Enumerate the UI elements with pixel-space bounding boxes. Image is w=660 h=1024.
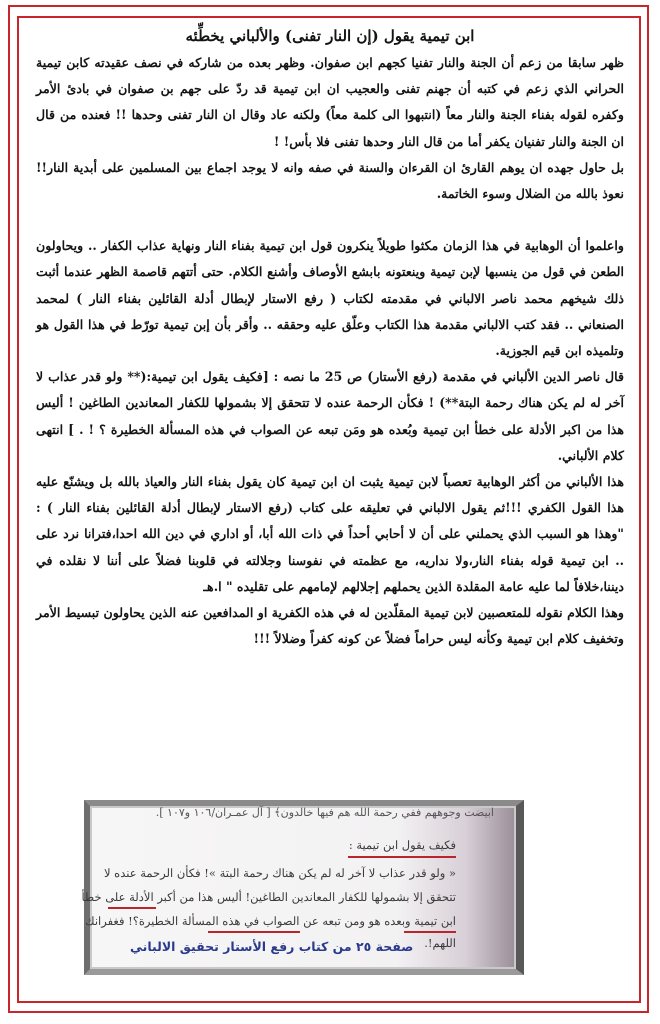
underline-error (108, 907, 156, 909)
paragraph-gap (36, 207, 624, 233)
scan-line-quote-2: تتحقق إلا بشمولها للكفار المعاندين الطاغين! أليس هذا من أكبر الأدلة على خطأ (81, 890, 456, 904)
scan-line-closing: اللهم!. (424, 936, 456, 950)
scan-caption: صفحة ٢٥ من كتاب رفع الأستار تحقيق الالباني (130, 939, 414, 954)
scan-line-heading: فكيف يقول ابن تيمية : (348, 838, 456, 852)
paragraph-conclusion: وهذا الكلام نقوله للمتعصبين لابن تيمية المقلّدين له في هذه الكفرية او المدافعين عنه الذين يحاولون تبسيط الأمر وتخفيف كلام ابن تيمية وكأنه ليس حراماً فضلاً عن كونه كفراً وضلالاً !!! (36, 605, 624, 647)
paragraph-wahhabis: واعلموا أن الوهابية في هذا الزمان مكثوا طويلاً ينكرون قول ابن تيمية بفناء النار ونهاية عذاب الكفار .. ويحاولون الطعن في قول من ينسبها لإبن تيمية وينعتونه بابشع الأوصاف وأشنع الكلام. حتى أتتهم قاصمة الظهر عندما أثبت ذلك شيخهم محمد ناصر الالباني في مقدمته لكتاب ( رفع الاستار لإبطال أدلة القائلين بفناء النار ) لمحمد الصنعاني .. فقد كتب الالباني مقدمة هذا الكتاب وعلّق عليه وحققه .. وأقر بأن إبن تيمية تورّط في هذا القول هو وتلميذه ابن قيم الجوزية. (36, 238, 624, 359)
underline-issue (208, 931, 300, 933)
paragraph-intro: ظهر سابقا من زعم أن الجنة والنار تفنيا كجهم ابن صفوان. وظهر بعده من شاركه في نصف عقيدته كابن تيمية الحراني الذي زعم في كتبه أن جهنم تفنى والعجيب ان ابن تيمية قد ردّ على جهم بن صفوان في بادئ الأمر وكفره لقوله بفناء الجنة والنار معاً (انتبهوا الى كلمة معاً) ولكنه عاد وقال ان النار تفنى وحدها !! فعنده من قال ان الجنة والنار تفنيان يكفر أما من قال النار وحدها تفنى فلا بأس! ! (36, 55, 624, 149)
scan-line-quote-1: « ولو قدر عذاب لا آخر له لم يكن هناك رحمة البتة »! فكأن الرحمة عنده لا (103, 866, 456, 880)
underline-heading (348, 856, 456, 858)
scanned-page-excerpt (81, 800, 524, 975)
scan-line-quote-3: ابن تيمية وبعده هو ومن تبعه عن الصواب في هذه المسألة الخطيرة؟! فغفرانك (85, 914, 456, 928)
paragraph-albani-quote: قال ناصر الدين الألباني في مقدمة (رفع الأستار) ص 25 ما نصه : [فكيف يقول ابن تيمية:(** ولو قدر عذاب لا آخر له لم يكن هناك رحمة البتة**) ! فكأن الرحمة عنده لا تتحقق إلا بشمولها للكفار المعاندين الطاغين ! أليس هذا من اكبر الأدلة على خطأ ابن تيمية وبُعده هو ومَن تبعه عن الصواب في هذه المسألة الخطيرة ؟ ! . ] انتهى كلام الألباني. (36, 369, 625, 463)
paragraph-quran-claim: بل حاول جهده ان يوهم القارئ ان القرءان والسنة في صفه وانه لا يوجد اجماع بين المسلمين على أبدية النار!! نعوذ بالله من الضلال وسوء الخاتمة. (36, 159, 624, 202)
article (36, 22, 624, 652)
underline-ibn-taymiyya (404, 931, 456, 933)
page-title: ابن تيمية يقول (إن النار تفنى) والألباني يخطِّئه (185, 27, 475, 45)
scan-line-verse: ابيضت وجوههم ففي رحمة الله هم فيها خالدون﴾ [ آل عمـران/١٠٦ و١٠٧ ]. (155, 806, 494, 819)
paragraph-albani-commentary: هذا الألباني من أكثر الوهابية تعصباً لابن تيمية يثبت ان ابن تيمية كان يقول بفناء النار والعياذ بالله بل ويشنّع عليه هذا القول الكفري !!!ثم يقول الالباني في تعليقه على كتاب (رفع الاستار لإبطال أدلة القائلين بفناء النار ) : "وهذا هو السبب الذي يحملني على أن لا أحابي أحداً في ذات الله أبا، أو اداري في دين الله احدا،فترانا نرد على .. ابن تيمية قوله بفناء النار،ولا نداريه، مع عظمته في نفوسنا وجلالته في قلوبنا فضلاً على أننا لا نقلده في ديننا،خلافاً لما عليه عامة المقلدة الذين يحملهم إجلالهم لإمامهم على تقليده " ا.هـ (36, 474, 624, 594)
